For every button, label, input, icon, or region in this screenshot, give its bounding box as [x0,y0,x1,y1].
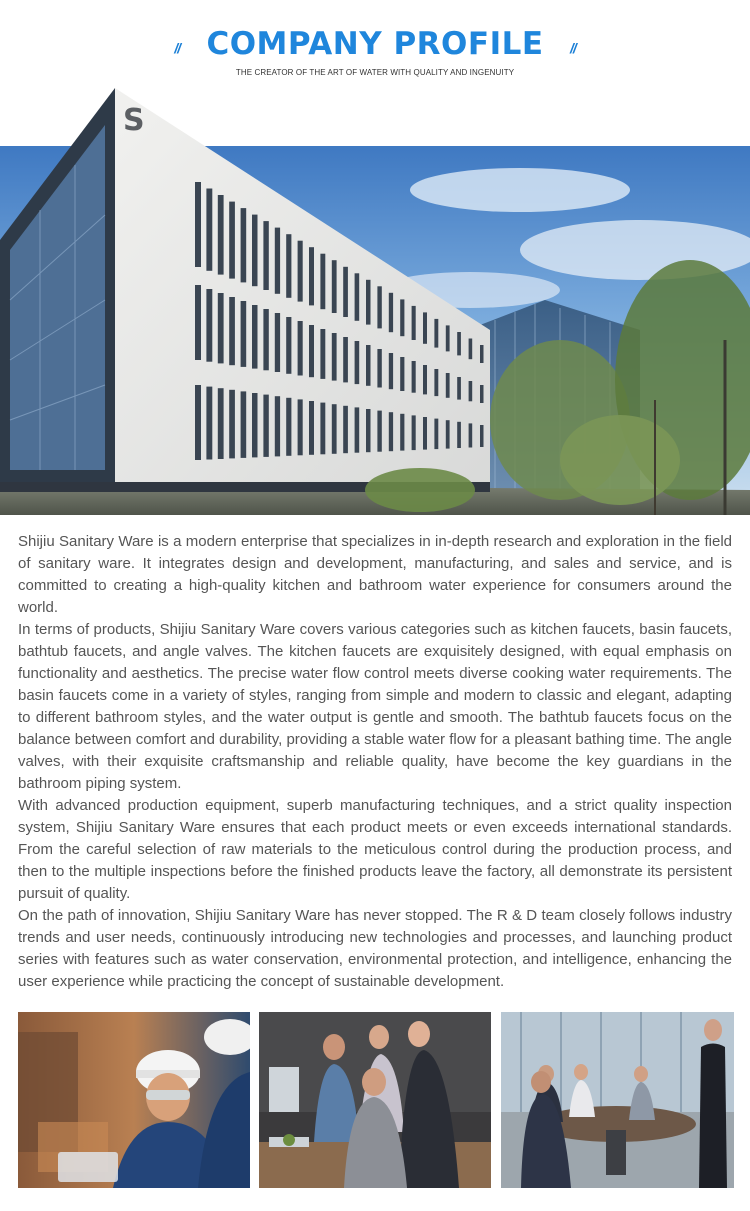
building-window [332,260,337,313]
building-window [423,365,427,394]
building-window [446,325,450,351]
paragraph-intro: Shijiu Sanitary Ware is a modern enterprise that specializes in in-depth research and exploration in the field of sanitary ware. It integrates design and development, manufacturing, and sales and service, and is committed to creating a high-quality kitchen and bathroom water experience for consumers around the world. [18,533,732,616]
building-window [298,399,303,455]
building-window [412,415,416,450]
building-window [434,369,438,396]
building-window [263,395,268,457]
building-window [206,189,212,271]
building-window [206,289,212,362]
building-window [343,337,348,382]
building-window [332,404,337,454]
building-window [286,398,291,456]
building-window [298,321,303,376]
building-window [195,285,201,360]
building-window [218,388,224,459]
building-window [332,333,337,381]
building-window [298,241,303,302]
building-window [457,422,461,448]
building-window [480,425,484,447]
building-window [343,267,348,317]
building-window [446,420,450,448]
building-window [412,361,416,393]
photo-office-team [259,1012,491,1188]
building-window [389,293,393,332]
building-window [377,411,381,452]
building-window [252,215,258,287]
building-window [229,390,235,459]
building-window [434,419,438,450]
building-window [480,345,484,363]
paragraph-quality: With advanced production equipment, superb manufacturing techniques, and a strict quality inspection system, Shijiu Sanitary Ware ensures that each product meets or even exceeds international standards. From the careful selection of raw materials to the meticulous control during the production process, and then to the multiple inspections before the finished products leave the factory, all demonstrate its persistent pursuit of quality. [18,797,732,902]
building-window [241,208,247,282]
building-window [286,317,291,374]
building-window [263,221,268,290]
building-window [320,329,325,379]
building-window [218,293,224,363]
building-image [0,0,750,515]
page-subtitle: THE CREATOR OF THE ART OF WATER WITH QUALITY AND INGENUITY [235,68,515,77]
building-window [355,273,360,321]
company-description [18,531,732,993]
building-window [480,385,484,403]
building-window [343,406,348,453]
building-window [366,280,371,325]
building-window [366,345,371,386]
building-window [275,313,280,372]
building-window [389,353,393,389]
photo-meeting-room [501,1012,734,1188]
title-slash-left: // [174,40,180,56]
building-window [229,297,235,365]
building-window [309,325,314,377]
paragraph-innovation: On the path of innovation, Shijiu Sanitary Ware has never stopped. The R & D team closely follows industry trends and user needs, continuously introducing new technologies and processes, and launching product series with features such as water conservation, environmental protection, and intelligence, enhancing the user experience while practicing the concept of sustainable development. [18,907,732,990]
building-window [412,306,416,340]
building-window [206,387,212,460]
building-window [195,385,201,460]
building-window [355,341,360,384]
building-window [355,407,360,452]
building-window [195,182,201,267]
building-window [389,412,393,451]
building-window [400,357,404,391]
building-window [377,349,381,388]
building-window [320,403,325,455]
building-window [252,393,258,457]
building-window [469,339,473,360]
building-window [320,254,325,310]
building-window [286,234,291,298]
building-window [263,309,268,370]
building-window [309,401,314,455]
building-window [400,414,404,451]
building-window [457,377,461,400]
building-window [469,381,473,401]
building-window [457,332,461,355]
building-window [400,299,404,336]
building-window [275,396,280,456]
building-window [434,319,438,348]
building-window [218,195,224,275]
building-window [423,417,427,450]
page-title: COMPANY PROFILE [206,26,544,62]
building-logo: S [123,103,145,138]
building-window [469,423,473,447]
building-window [423,312,427,343]
building-window [309,247,314,305]
building-window [241,301,247,367]
photo-engineers [18,1012,250,1188]
building-window [275,228,280,294]
building-window [241,391,247,458]
building-window [252,305,258,369]
building-window [229,202,235,279]
building-window [366,409,371,452]
photo-strip [18,1012,734,1188]
title-slash-right: // [570,40,576,56]
building-window [446,373,450,398]
building-window [377,286,381,328]
paragraph-products: In terms of products, Shijiu Sanitary Ware covers various categories such as kitchen faucets, basin faucets, bathtub faucets, and angle valves. The kitchen faucets are exquisitely designed, with equal emphasis on functionality and aesthetics. The precise water flow control meets diverse cooking water requirements. The basin faucets come in a variety of styles, ranging from simple and modern to classic and elegant, adapting to different bathroom styles, and the water output is gentle and smooth. The bathtub faucets focus on the balance between comfort and durability, providing a stable water flow for a pleasant bathing time. The angle valves, with their exquisite craftsmanship and reliable quality, have become the key guardians in the bathroom piping system. [18,621,732,792]
